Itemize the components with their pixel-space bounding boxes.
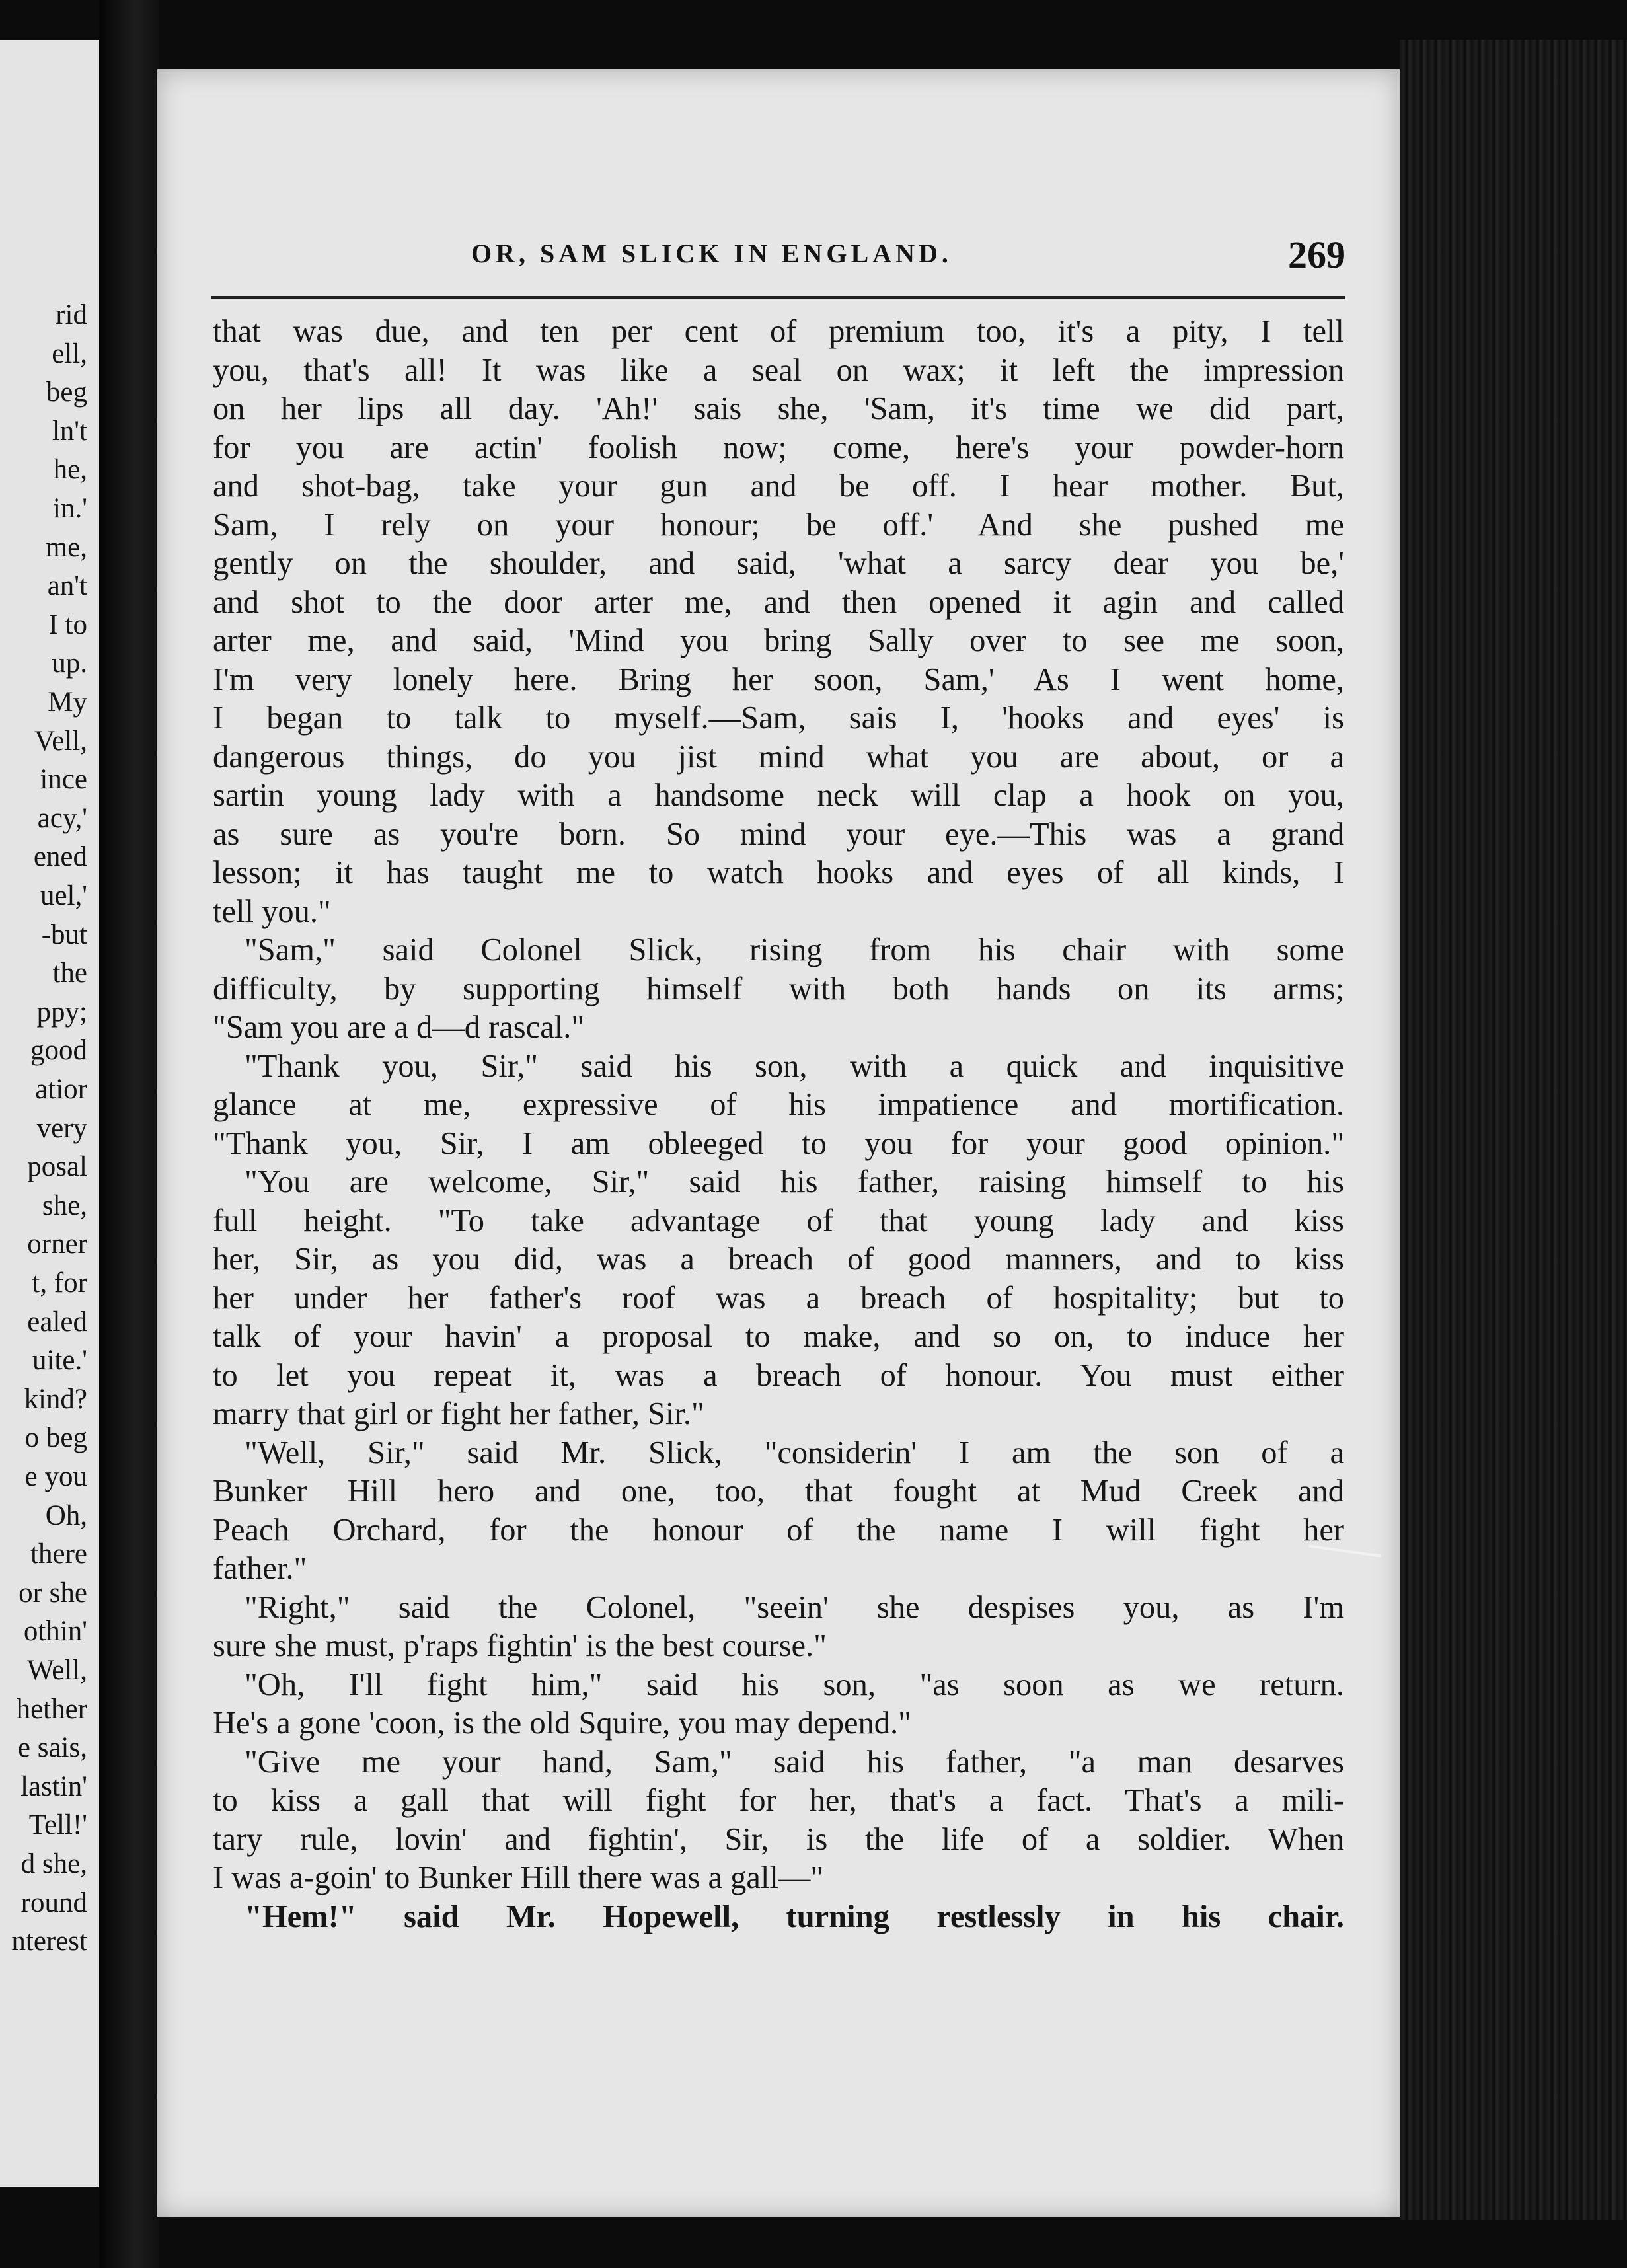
facing-page-line: o beg (24, 1422, 87, 1454)
text-line: "Give me your hand, Sam," said his father, "a man desarves (245, 1744, 1344, 1780)
text-line: sartin young lady with a handsome neck will clap a hook on you, (213, 778, 1344, 813)
book-page (157, 69, 1400, 2217)
text-line: talk of your havin' a proposal to make, and so on, to induce her (213, 1319, 1344, 1354)
facing-page-line: rid (56, 299, 87, 330)
text-line: I was a-goin' to Bunker Hill there was a gall—" (213, 1860, 824, 1895)
facing-page-line: t, for (32, 1267, 87, 1299)
facing-page-line: me, (45, 531, 87, 563)
facing-page-line: acy,' (37, 802, 87, 834)
text-line: her under her father's roof was a breach of hospitality; but to (213, 1280, 1344, 1316)
header-rule (211, 296, 1345, 299)
facing-page-line: in.' (53, 493, 87, 524)
text-line: Peach Orchard, for the honour of the name I will fight her (213, 1512, 1344, 1548)
facing-page-fragment (0, 40, 99, 2187)
page-number: 269 (1288, 233, 1345, 276)
facing-page-line: uel,' (40, 880, 87, 911)
text-line: "Sam," said Colonel Slick, rising from his chair with some (245, 932, 1344, 967)
book-gutter (99, 0, 159, 2268)
facing-page-line: ell, (52, 338, 87, 369)
facing-page-line: d she, (20, 1848, 87, 1879)
facing-page-line: lastin' (20, 1770, 87, 1802)
text-line: father." (213, 1551, 307, 1586)
text-line: "Right," said the Colonel, "seein' she despises you, as I'm (245, 1589, 1344, 1625)
text-line: "Thank you, Sir, I am obleeged to you for your good opinion." (213, 1125, 1344, 1161)
facing-page-line: kind? (24, 1383, 87, 1415)
facing-page-line: up. (52, 648, 87, 679)
text-line: "Thank you, Sir," said his son, with a quick and inquisitive (245, 1048, 1344, 1084)
text-line: you, that's all! It was like a seal on wax; it left the impression (213, 352, 1344, 388)
text-line: to kiss a gall that will fight for her, that's a fact. That's a mili- (213, 1783, 1344, 1818)
text-line: full height. "To take advantage of that young lady and kiss (213, 1203, 1344, 1238)
text-line: her, Sir, as you did, was a breach of good manners, and to kiss (213, 1242, 1344, 1277)
text-line: I'm very lonely here. Bring her soon, Sam,' As I went home, (213, 662, 1344, 697)
text-line: "You are welcome, Sir," said his father, raising himself to his (245, 1164, 1344, 1199)
facing-page-line: e you (24, 1461, 87, 1492)
facing-page-line: ppy; (36, 996, 87, 1028)
facing-page-line: round (20, 1887, 87, 1918)
facing-page-line: the (52, 958, 87, 989)
text-line: "Hem!" said Mr. Hopewell, turning restlessly in his chair. (245, 1899, 1344, 1934)
text-line: gently on the shoulder, and said, 'what a sarcy dear you be,' (213, 546, 1344, 581)
facing-page-line: beg (46, 377, 87, 408)
facing-page-line: My (48, 687, 87, 718)
page-header (157, 233, 1400, 291)
text-line: Sam, I rely on your honour; be off.' And she pushed me (213, 507, 1344, 543)
facing-page-line: Tell!' (28, 1809, 87, 1841)
text-line: as sure as you're born. So mind your eye.—This was a grand (213, 816, 1344, 852)
facing-page-line: she, (42, 1190, 87, 1221)
facing-page-line: or she (19, 1577, 87, 1608)
facing-page-line: posal (27, 1151, 87, 1183)
text-line: for you are actin' foolish now; come, here's your powder-horn (213, 430, 1344, 465)
facing-page-line: othin' (23, 1616, 87, 1647)
text-line: and shot-bag, take your gun and be off. I hear mother. But, (213, 469, 1344, 504)
text-line: to let you repeat it, was a breach of honour. You must either (213, 1357, 1344, 1393)
text-line: glance at me, expressive of his impatience and mortification. (213, 1087, 1344, 1122)
facing-page-line: ince (40, 764, 87, 796)
facing-page-line: atior (35, 1074, 87, 1105)
facing-page-line: he, (53, 454, 87, 486)
text-line: tary rule, lovin' and fightin', Sir, is the life of a soldier. When (213, 1821, 1344, 1857)
facing-page-line: -but (41, 919, 87, 950)
text-line: lesson; it has taught me to watch hooks and eyes of all kinds, I (213, 855, 1344, 890)
text-line: that was due, and ten per cent of premium too, it's a pity, I tell (213, 314, 1344, 349)
text-line: arter me, and said, 'Mind you bring Sally over to see me soon, (213, 623, 1344, 658)
facing-page-line: ealed (27, 1306, 87, 1338)
body-text (213, 313, 1344, 1936)
facing-page-line: hether (16, 1693, 87, 1725)
facing-page-line: ln't (52, 415, 87, 447)
running-title: OR, SAM SLICK IN ENGLAND. (471, 239, 952, 268)
facing-page-line: Well, (27, 1655, 87, 1686)
facing-page-line: Vell, (34, 725, 87, 757)
text-line: difficulty, by supporting himself with both hands on its arms; (213, 971, 1344, 1006)
text-line: Bunker Hill hero and one, too, that fought at Mud Creek and (213, 1474, 1344, 1509)
text-line: and shot to the door arter me, and then opened it agin and called (213, 584, 1344, 620)
facing-page-line: uite.' (32, 1345, 87, 1377)
text-line: "Oh, I'll fight him," said his son, "as soon as we return. (245, 1667, 1344, 1702)
facing-page-line: I to (48, 609, 87, 640)
text-line: tell you." (213, 893, 331, 929)
text-line: He's a gone 'coon, is the old Squire, you may depend." (213, 1706, 911, 1741)
page-edges (1400, 40, 1627, 2220)
text-line: marry that girl or fight her father, Sir." (213, 1396, 704, 1431)
facing-page-line: there (30, 1538, 87, 1570)
facing-page-line: Oh, (45, 1499, 87, 1531)
facing-page-line: good (30, 1035, 87, 1067)
text-line: sure she must, p'raps fightin' is the best course." (213, 1628, 827, 1663)
text-line: dangerous things, do you jist mind what you are about, or a (213, 739, 1344, 775)
text-line: "Sam you are a d—d rascal." (213, 1010, 585, 1045)
facing-page-line: nterest (11, 1926, 87, 1957)
facing-page-line: e sais, (17, 1732, 87, 1764)
text-line: "Well, Sir," said Mr. Slick, "considerin' I am the son of a (245, 1435, 1344, 1470)
facing-page-line: ened (33, 841, 87, 873)
facing-page-line: an't (47, 570, 87, 602)
text-line: I began to talk to myself.—Sam, sais I, 'hooks and eyes' is (213, 700, 1344, 736)
facing-page-line: orner (27, 1228, 87, 1260)
facing-page-line: very (36, 1112, 87, 1144)
text-line: on her lips all day. 'Ah!' sais she, 'Sam, it's time we did part, (213, 391, 1344, 426)
